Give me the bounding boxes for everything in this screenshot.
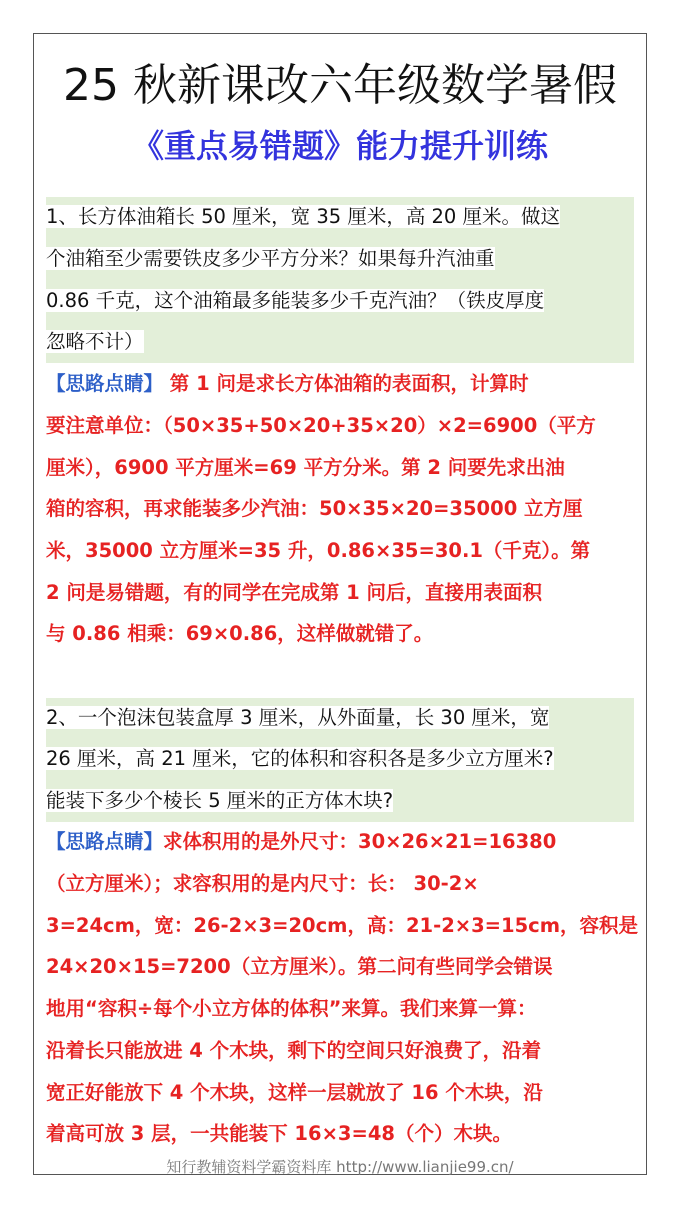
hint-tag: 【思路点睛】 <box>46 830 164 853</box>
page-subtitle: 《重点易错题》能力提升训练 <box>131 127 548 165</box>
hint-tag: 【思路点睛】 <box>46 372 164 395</box>
question-1-line: 个油箱至少需要铁皮多少平方分米？如果每升汽油重 <box>46 247 495 270</box>
question-1-line: 0.86 千克，这个油箱最多能装多少千克汽油？（铁皮厚度 <box>46 289 545 312</box>
answer-2-line: 着高可放 3 层，一共能装下 16×3=48（个）木块。 <box>46 1122 512 1145</box>
footer-watermark: 知行教辅资料学霸资料库 http://www.lianjie99.cn/ <box>166 1158 514 1176</box>
answer-1-line: 米，35000 立方厘米=35 升，0.86×35=30.1（千克）。第 <box>46 539 591 562</box>
answer-2-line: 【思路点睛】求体积用的是外尺寸：30×26×21=16380 <box>46 830 557 853</box>
answer-2-line: 地用“容积÷每个小立方体的体积”来算。我们来算一算： <box>46 997 537 1020</box>
answer-2-line: （立方厘米）；求容积用的是内尺寸：长： 30-2× <box>46 872 479 895</box>
answer-1-line: 2 问是易错题，有的同学在完成第 1 问后，直接用表面积 <box>46 581 543 604</box>
answer-1-line: 【思路点睛】 第 1 问是求长方体油箱的表面积，计算时 <box>46 372 529 395</box>
question-1-line: 忽略不计） <box>46 330 144 353</box>
answer-1-line: 箱的容积，再求能装多少汽油：50×35×20=35000 立方厘 <box>46 497 583 520</box>
answer-1-line: 要注意单位：（50×35+50×20+35×20）×2=6900（平方 <box>46 414 596 437</box>
question-1-line: 1、长方体油箱长 50 厘米，宽 35 厘米，高 20 厘米。做这 <box>46 205 561 228</box>
question-2-line: 2、一个泡沫包装盒厚 3 厘米，从外面量，长 30 厘米，宽 <box>46 706 550 729</box>
answer-2-line: 沿着长只能放进 4 个木块，剩下的空间只好浪费了，沿着 <box>46 1039 542 1062</box>
answer-1-line: 厘米），6900 平方厘米=69 平方分米。第 2 问要先求出油 <box>46 456 565 479</box>
question-2-line: 能装下多少个棱长 5 厘米的正方体木块? <box>46 789 394 812</box>
question-2-line: 26 厘米，高 21 厘米，它的体积和容积各是多少立方厘米? <box>46 747 554 770</box>
answer-2-line: 3=24cm，宽：26-2×3=20cm，高：21-2×3=15cm，容积是 <box>46 914 639 937</box>
answer-2-line: 宽正好能放下 4 个木块，这样一层就放了 16 个木块，沿 <box>46 1081 543 1104</box>
answer-2-line: 24×20×15=7200（立方厘米）。第二问有些同学会错误 <box>46 955 553 978</box>
page-title: 25 秋新课改六年级数学暑假 <box>63 60 617 111</box>
answer-1-line: 与 0.86 相乘：69×0.86，这样做就错了。 <box>46 622 434 645</box>
